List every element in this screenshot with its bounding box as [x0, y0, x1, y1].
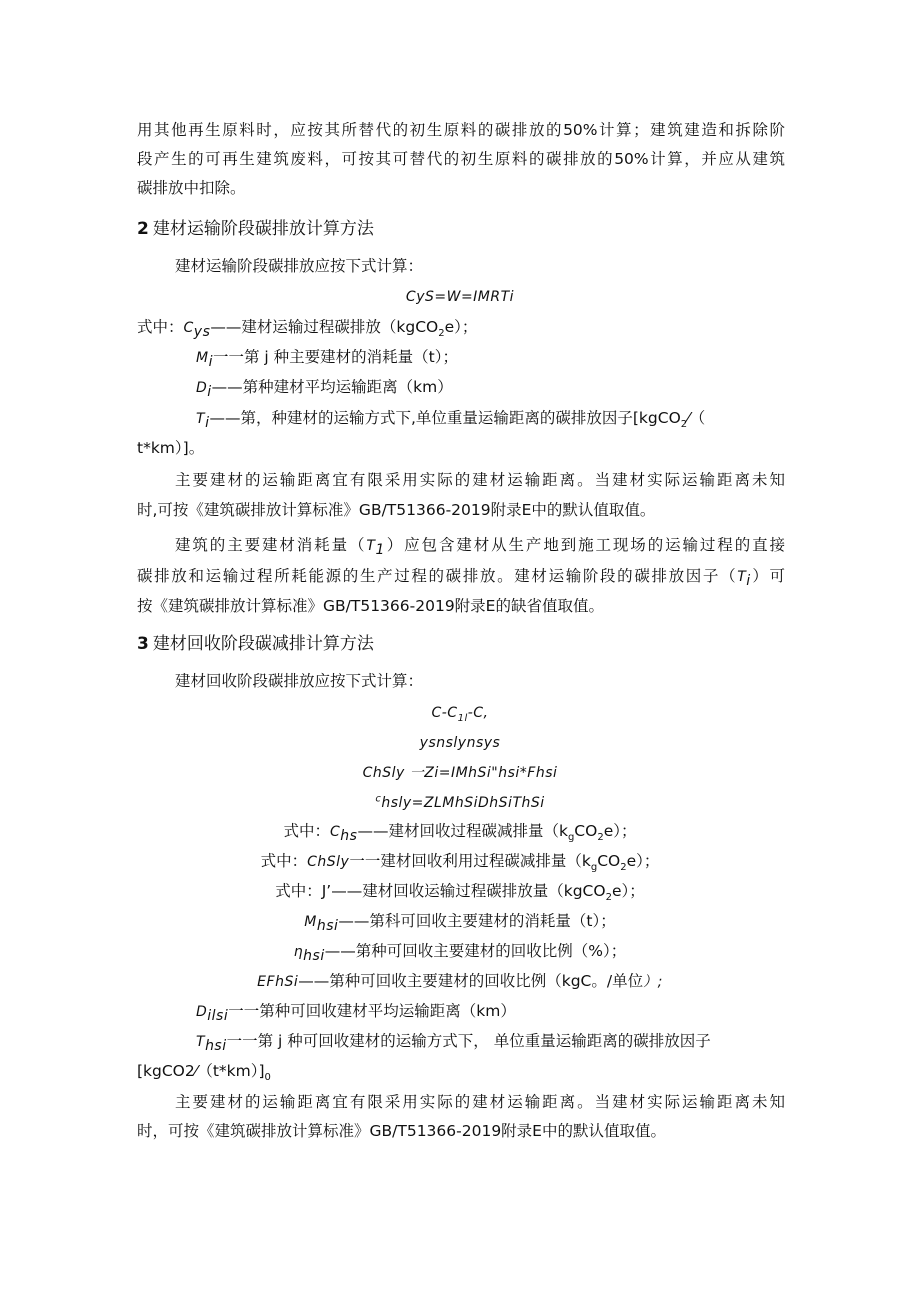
section-2-lead: 建材运输阶段碳排放应按下式计算： — [175, 257, 424, 275]
section-3-heading: 3 建材回收阶段碳减排计算方法 — [137, 634, 374, 654]
para-2-line-1: 建筑的主要建材消耗量$(T_1)$应包含建材从生产地到施工现场的运输过程的直接 — [175, 536, 785, 559]
para-3-line-2: 时，可按《建筑碳排放计算标准》GB/T51366-2019附录E中的默认值取值。 — [137, 1122, 666, 1140]
var-chsly: 式中：ChSly一一建材回收利用过程碳减排量$(k_gCO_2e)$； — [260, 852, 660, 874]
var-eta-hsi: $\eta_{hsi}——$第种可回收主要建材的回收比例（%）； — [293, 942, 627, 965]
formula-recycle-3: ChSly 一Zi=IMhSi"hsi*Fhsi — [362, 765, 558, 781]
var-mhsi: $M_{hsi}——$第科可回收主要建材的消耗量（t）； — [304, 912, 616, 935]
intro-line-3: 碳排放中扣除。 — [137, 179, 246, 197]
formula-recycle-2: ysnslynsys — [419, 735, 501, 751]
para-1-line-1: 主要建材的运输距离宜有限采用实际的建材运输距离。当建材实际运输距离未知 — [175, 471, 785, 489]
var-di: $D_i——$第种建材平均运输距离（km） — [196, 378, 453, 401]
var-ti-cont: t*km）]。 — [137, 439, 205, 457]
var-mi: $M_i$一一第 j 种主要建材的消耗量（t）； — [196, 348, 458, 371]
intro-line-2: 段产生的可再生建筑废料，可按其可替代的初生原料的碳排放的50%计算，并应从建筑 — [137, 150, 785, 168]
section-2-heading: 2 建材运输阶段碳排放计算方法 — [137, 219, 374, 239]
var-chs: 式中：$C_{hs}——$建材回收过程碳减排量$(k_gCO_2e)$； — [283, 822, 637, 845]
var-ti: $T_i——$第，种建材的运输方式下,单位重量运输距离的碳排放因子[kgCO$_2$⁄（ — [196, 409, 706, 432]
var-cys: 式中：$C_{ys}——$建材运输过程碳排放（kgCO$_2$e）； — [137, 318, 478, 341]
para-2-line-3: 按《建筑碳排放计算标准》GB/T51366-2019附录E的缺省值取值。 — [137, 597, 604, 615]
para-2-line-2: 碳排放和运输过程所耗能源的生产过程的碳排放。建材运输阶段的碳排放因子$(T_i)$可 — [137, 567, 785, 590]
para-1-line-2: 时,可按《建筑碳排放计算标准》GB/T51366-2019附录E中的默认值取值。 — [137, 501, 656, 519]
var-efhsi: EFhSi——第种可回收主要建材的回收比例（kgC。/单位）; — [257, 972, 663, 990]
var-thsi-cont: $[kgCO2⁄(t*km)]_0$ — [137, 1062, 271, 1084]
para-3-line-1: 主要建材的运输距离宜有限采用实际的建材运输距离。当建材实际运输距离未知 — [175, 1093, 785, 1111]
section-3-lead: 建材回收阶段碳排放应按下式计算： — [175, 672, 424, 690]
formula-recycle-4: $^c$hsly=ZLMhSiDhSiThSi — [375, 793, 545, 811]
intro-line-1: 用其他再生原料时，应按其所替代的初生原料的碳排放的50%计算；建筑建造和拆除阶 — [137, 121, 785, 139]
var-transport-emission: 式中：J’——建材回收运输过程碳排放量（kgCO$_2$e）； — [275, 882, 645, 904]
formula-recycle-1: $C-C_{1l}-C$, — [431, 705, 489, 724]
var-thsi: $T_{hsi}$一一第 j 种可回收建材的运输方式下， 单位重量运输距离的碳排放因子 — [196, 1032, 711, 1055]
var-dilsi: $D_{ilsi}$一一第种可回收建材平均运输距离（km） — [196, 1002, 516, 1025]
formula-transport: CyS=W=IMRTi — [405, 289, 515, 305]
